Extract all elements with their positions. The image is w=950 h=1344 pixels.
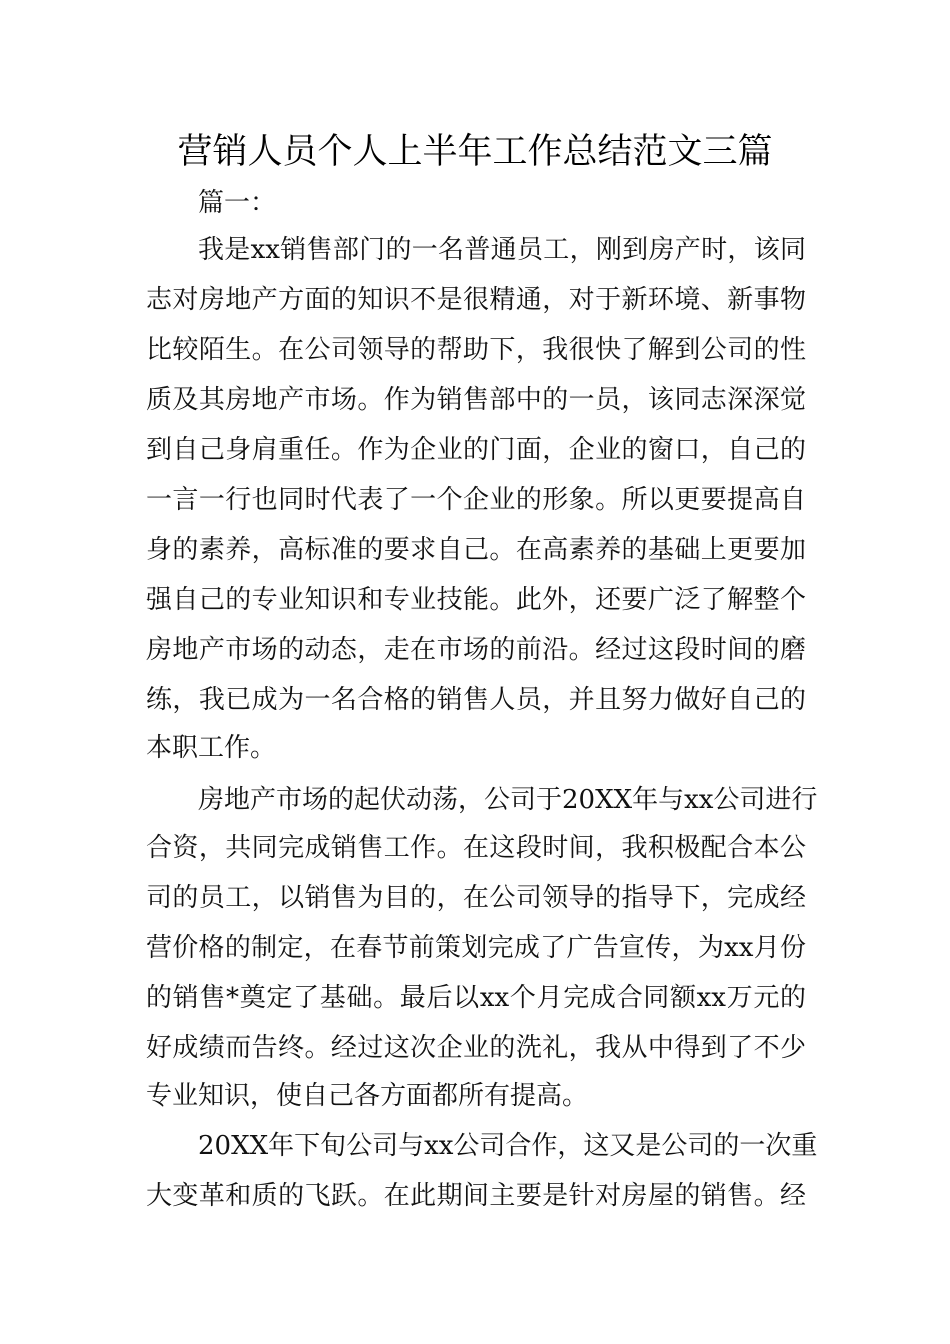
paragraph-1-line-7: 身的素养，高标准的要求自己。在高素养的基础上更要加 <box>146 535 806 565</box>
section-label: 篇一： <box>198 188 277 218</box>
paragraph-1-line-3: 比较陌生。在公司领导的帮助下，我很快了解到公司的性 <box>146 335 806 365</box>
paragraph-2-line-6: 好成绩而告终。经过这次企业的洗礼，我从中得到了不少 <box>146 1033 806 1063</box>
paragraph-1-line-11: 本职工作。 <box>146 733 277 763</box>
paragraph-1-line-10: 练，我已成为一名合格的销售人员，并且努力做好自己的 <box>146 685 806 715</box>
paragraph-1-line-9: 房地产市场的动态，走在市场的前沿。经过这段时间的磨 <box>146 635 806 665</box>
paragraph-1-line-8: 强自己的专业知识和专业技能。此外，还要广泛了解整个 <box>146 585 806 615</box>
paragraph-1-line-5: 到自己身肩重任。作为企业的门面，企业的窗口，自己的 <box>146 435 806 465</box>
paragraph-2-line-5: 的销售*奠定了基础。最后以xx个月完成合同额xx万元的 <box>146 983 806 1013</box>
paragraph-2-line-4: 营价格的制定，在春节前策划完成了广告宣传，为xx月份 <box>146 933 806 963</box>
paragraph-1-line-2: 志对房地产方面的知识不是很精通，对于新环境、新事物 <box>146 285 806 315</box>
paragraph-2-line-3: 司的员工，以销售为目的，在公司领导的指导下，完成经 <box>146 883 806 913</box>
document-title: 营销人员个人上半年工作总结范文三篇 <box>177 132 773 172</box>
paragraph-2-line-7: 专业知识，使自己各方面都所有提高。 <box>146 1081 589 1111</box>
paragraph-2-line-1: 房地产市场的起伏动荡，公司于20XX年与xx公司进行 <box>198 785 818 815</box>
paragraph-1-line-4: 质及其房地产市场。作为销售部中的一员，该同志深深觉 <box>146 385 806 415</box>
paragraph-3-line-1: 20XX年下旬公司与xx公司合作，这又是公司的一次重 <box>198 1131 818 1161</box>
paragraph-1-line-1: 我是xx销售部门的一名普通员工，刚到房产时，该同 <box>198 235 806 265</box>
paragraph-2-line-2: 合资，共同完成销售工作。在这段时间，我积极配合本公 <box>146 833 806 863</box>
paragraph-1-line-6: 一言一行也同时代表了一个企业的形象。所以更要提高自 <box>146 485 806 515</box>
paragraph-3-line-2: 大变革和质的飞跃。在此期间主要是针对房屋的销售。经 <box>146 1181 806 1211</box>
